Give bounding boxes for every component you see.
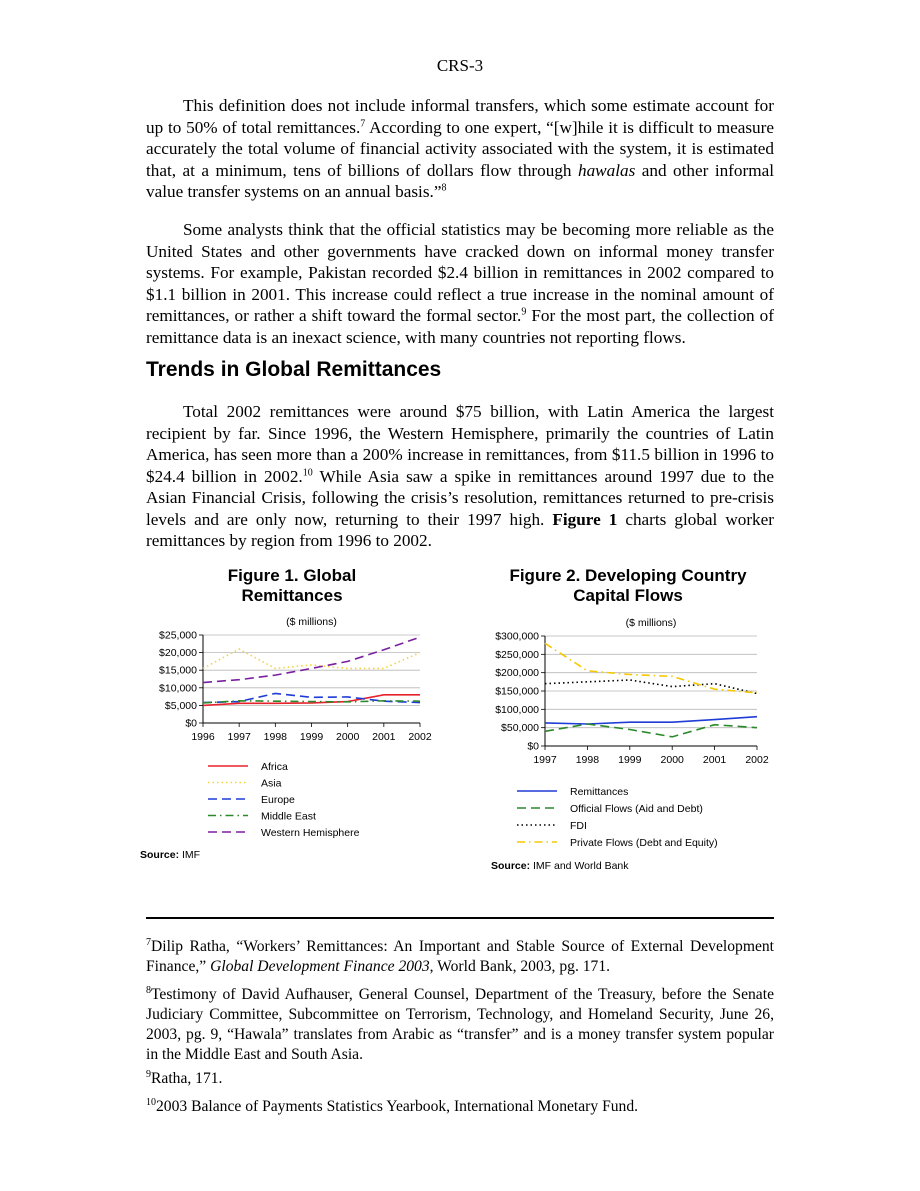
legend-label: Official Flows (Aid and Debt) [570, 803, 703, 815]
y-tick-label: $0 [185, 717, 197, 730]
x-tick-label: 2000 [335, 731, 360, 743]
x-tick-label: 1999 [299, 731, 324, 743]
chart-source [491, 860, 629, 872]
paragraph-text: According to one expert, “[w]hile it is difficult to measure accurately the total volume of financial activity associated with the system, it is estimated that, at a minimum, tens of billions of dollars flow through [146, 117, 774, 180]
source-value: IMF and World Bank [530, 860, 629, 872]
page-header: CRS-3 [436, 56, 484, 75]
legend-label: Asia [261, 777, 282, 790]
x-tick-label: 1997 [227, 731, 251, 743]
x-tick-label: 2001 [702, 754, 727, 766]
footnote-9 [146, 1069, 774, 1089]
y-tick-label: $25,000 [159, 629, 197, 642]
footnote-ref[interactable]: 10 [302, 466, 313, 478]
footnote-italic: Global Development Finance 2003 [210, 958, 430, 975]
y-tick-label: $100,000 [495, 703, 539, 716]
series-line-western-hemisphere [203, 637, 420, 682]
legend-label: Remittances [570, 786, 629, 798]
section-heading: Trends in Global Remittances [146, 358, 442, 381]
x-tick-label: 1999 [618, 754, 642, 766]
footnote-10 [146, 1097, 774, 1117]
x-tick-label: 2002 [408, 731, 432, 743]
paragraph-text: charts global worker remittances by region from 1996 to 2002. [146, 509, 774, 550]
paragraph-global-trends [146, 401, 774, 552]
footnote-text: Testimony of David Aufhauser, General Counsel, Department of the Treasury, before the Senate Judiciary Committee, Subcommittee on Terrorism, Technology, and Homeland Security, June 26, 2003, pg. 9, “Hawala” translates from Arabic as “transfer” and is a money transfer system popular in the Middle East and South Asia. [146, 986, 774, 1063]
figure2-title-line2: Capital Flows [573, 586, 683, 605]
source-value: IMF [179, 849, 201, 861]
legend-label: Middle East [261, 810, 316, 823]
x-tick-label: 2001 [372, 731, 396, 743]
footnote-text: 2003 Balance of Payments Statistics Yearbook, International Monetary Fund. [156, 1098, 639, 1115]
footnote-number: 9 [146, 1068, 151, 1080]
y-tick-label: $250,000 [495, 648, 539, 661]
footnote-ref[interactable]: 8 [441, 182, 447, 194]
figure1-title-line1: Figure 1. Global [227, 566, 357, 585]
footnote-divider [146, 917, 774, 919]
footnote-number: 10 [146, 1096, 156, 1108]
y-tick-label: $10,000 [159, 682, 197, 695]
figure-reference[interactable]: Figure 1 [552, 509, 618, 529]
source-label: Source: [491, 860, 531, 872]
footnote-ref[interactable]: 7 [360, 117, 366, 129]
legend-label: FDI [570, 820, 587, 832]
x-tick-label: 1997 [533, 754, 557, 766]
legend-label: Western Hemisphere [261, 827, 360, 839]
series-line-remittances [545, 717, 757, 724]
series-line-africa [203, 695, 420, 706]
y-tick-label: $150,000 [495, 685, 539, 698]
y-tick-label: $200,000 [495, 667, 539, 680]
figure1-title [166, 566, 418, 606]
paragraph-text: This definition does not include informal transfers, which some estimate account for up to 50% of total remittances. [146, 96, 774, 137]
legend-label: Private Flows (Debt and Equity) [570, 837, 718, 849]
x-tick-label: 1998 [263, 731, 288, 743]
y-tick-label: $0 [527, 740, 539, 753]
footnote-7 [146, 937, 774, 977]
source-label: Source: [140, 849, 180, 861]
paragraph-text: While Asia saw a spike in remittances around 1997 due to the Asian Financial Crisis, following the crisis’s resolution, remittances returned to pre-crisis levels and are only now, returning to their 1997 high. [146, 466, 774, 529]
y-tick-label: $50,000 [501, 722, 539, 735]
paragraph-italic: hawalas [577, 160, 636, 180]
chart-source [140, 849, 200, 861]
figure1-title-line2: Remittances [241, 586, 343, 605]
y-tick-label: $15,000 [159, 664, 197, 677]
footnote-number: 7 [146, 936, 151, 948]
figure2-chart [482, 610, 782, 880]
figure2-title [480, 566, 776, 606]
series-line-official-flows-aid-and-debt [545, 724, 757, 737]
paragraph-text: Total 2002 remittances were around $75 billion, with Latin America the largest recipient by far. Since 1996, the Western Hemisphere, primarily the countries of Latin America, has seen more than a 200% increase in remittances, from $11.5 billion in 1996 to $24.4 billion in 2002. [146, 402, 774, 486]
figure2-title-line1: Figure 2. Developing Country [509, 566, 747, 585]
figure1-chart [140, 610, 445, 865]
y-tick-label: $5,000 [164, 699, 197, 712]
y-tick-label: $300,000 [495, 630, 539, 643]
x-tick-label: 1998 [575, 754, 600, 766]
x-tick-label: 1996 [191, 731, 215, 743]
legend-label: Europe [261, 794, 295, 806]
footnote-number: 8 [146, 984, 151, 996]
legend-label: Africa [261, 761, 288, 773]
footnote-text: Ratha, 171. [151, 1070, 223, 1087]
x-tick-label: 2002 [745, 754, 769, 766]
paragraph-official-statistics [146, 219, 774, 348]
paragraph-text: and other informal value transfer systems on an annual basis.” [146, 160, 774, 201]
footnote-8 [146, 985, 774, 1065]
y-tick-label: $20,000 [159, 647, 197, 660]
chart-subtitle: ($ millions) [286, 616, 337, 628]
series-line-fdi [545, 680, 757, 694]
chart-subtitle: ($ millions) [625, 617, 677, 629]
paragraph-text: For the most part, the collection of remittance data is an inexact science, with many countries not reporting flows. [146, 306, 774, 347]
footnote-ref[interactable]: 9 [521, 306, 527, 318]
footnote-text: , World Bank, 2003, pg. 171. [429, 958, 611, 975]
series-line-asia [203, 649, 420, 668]
paragraph-text: Some analysts think that the official statistics may be becoming more reliable as the United States and other governments have cracked down on informal money transfer systems. For example, Pakistan recorded $2.4 billion in remittances in 2002 compared to $1.1 billion in 2001. This increase could reflect a true increase in the nominal amount of remittances, or rather a shift toward the formal sector. [146, 220, 774, 325]
paragraph-informal-transfers [146, 95, 774, 203]
footnote-text: Dilip Ratha, “Workers’ Remittances: An Important and Stable Source of External Development Finance,” [146, 938, 774, 975]
x-tick-label: 2000 [660, 754, 684, 766]
